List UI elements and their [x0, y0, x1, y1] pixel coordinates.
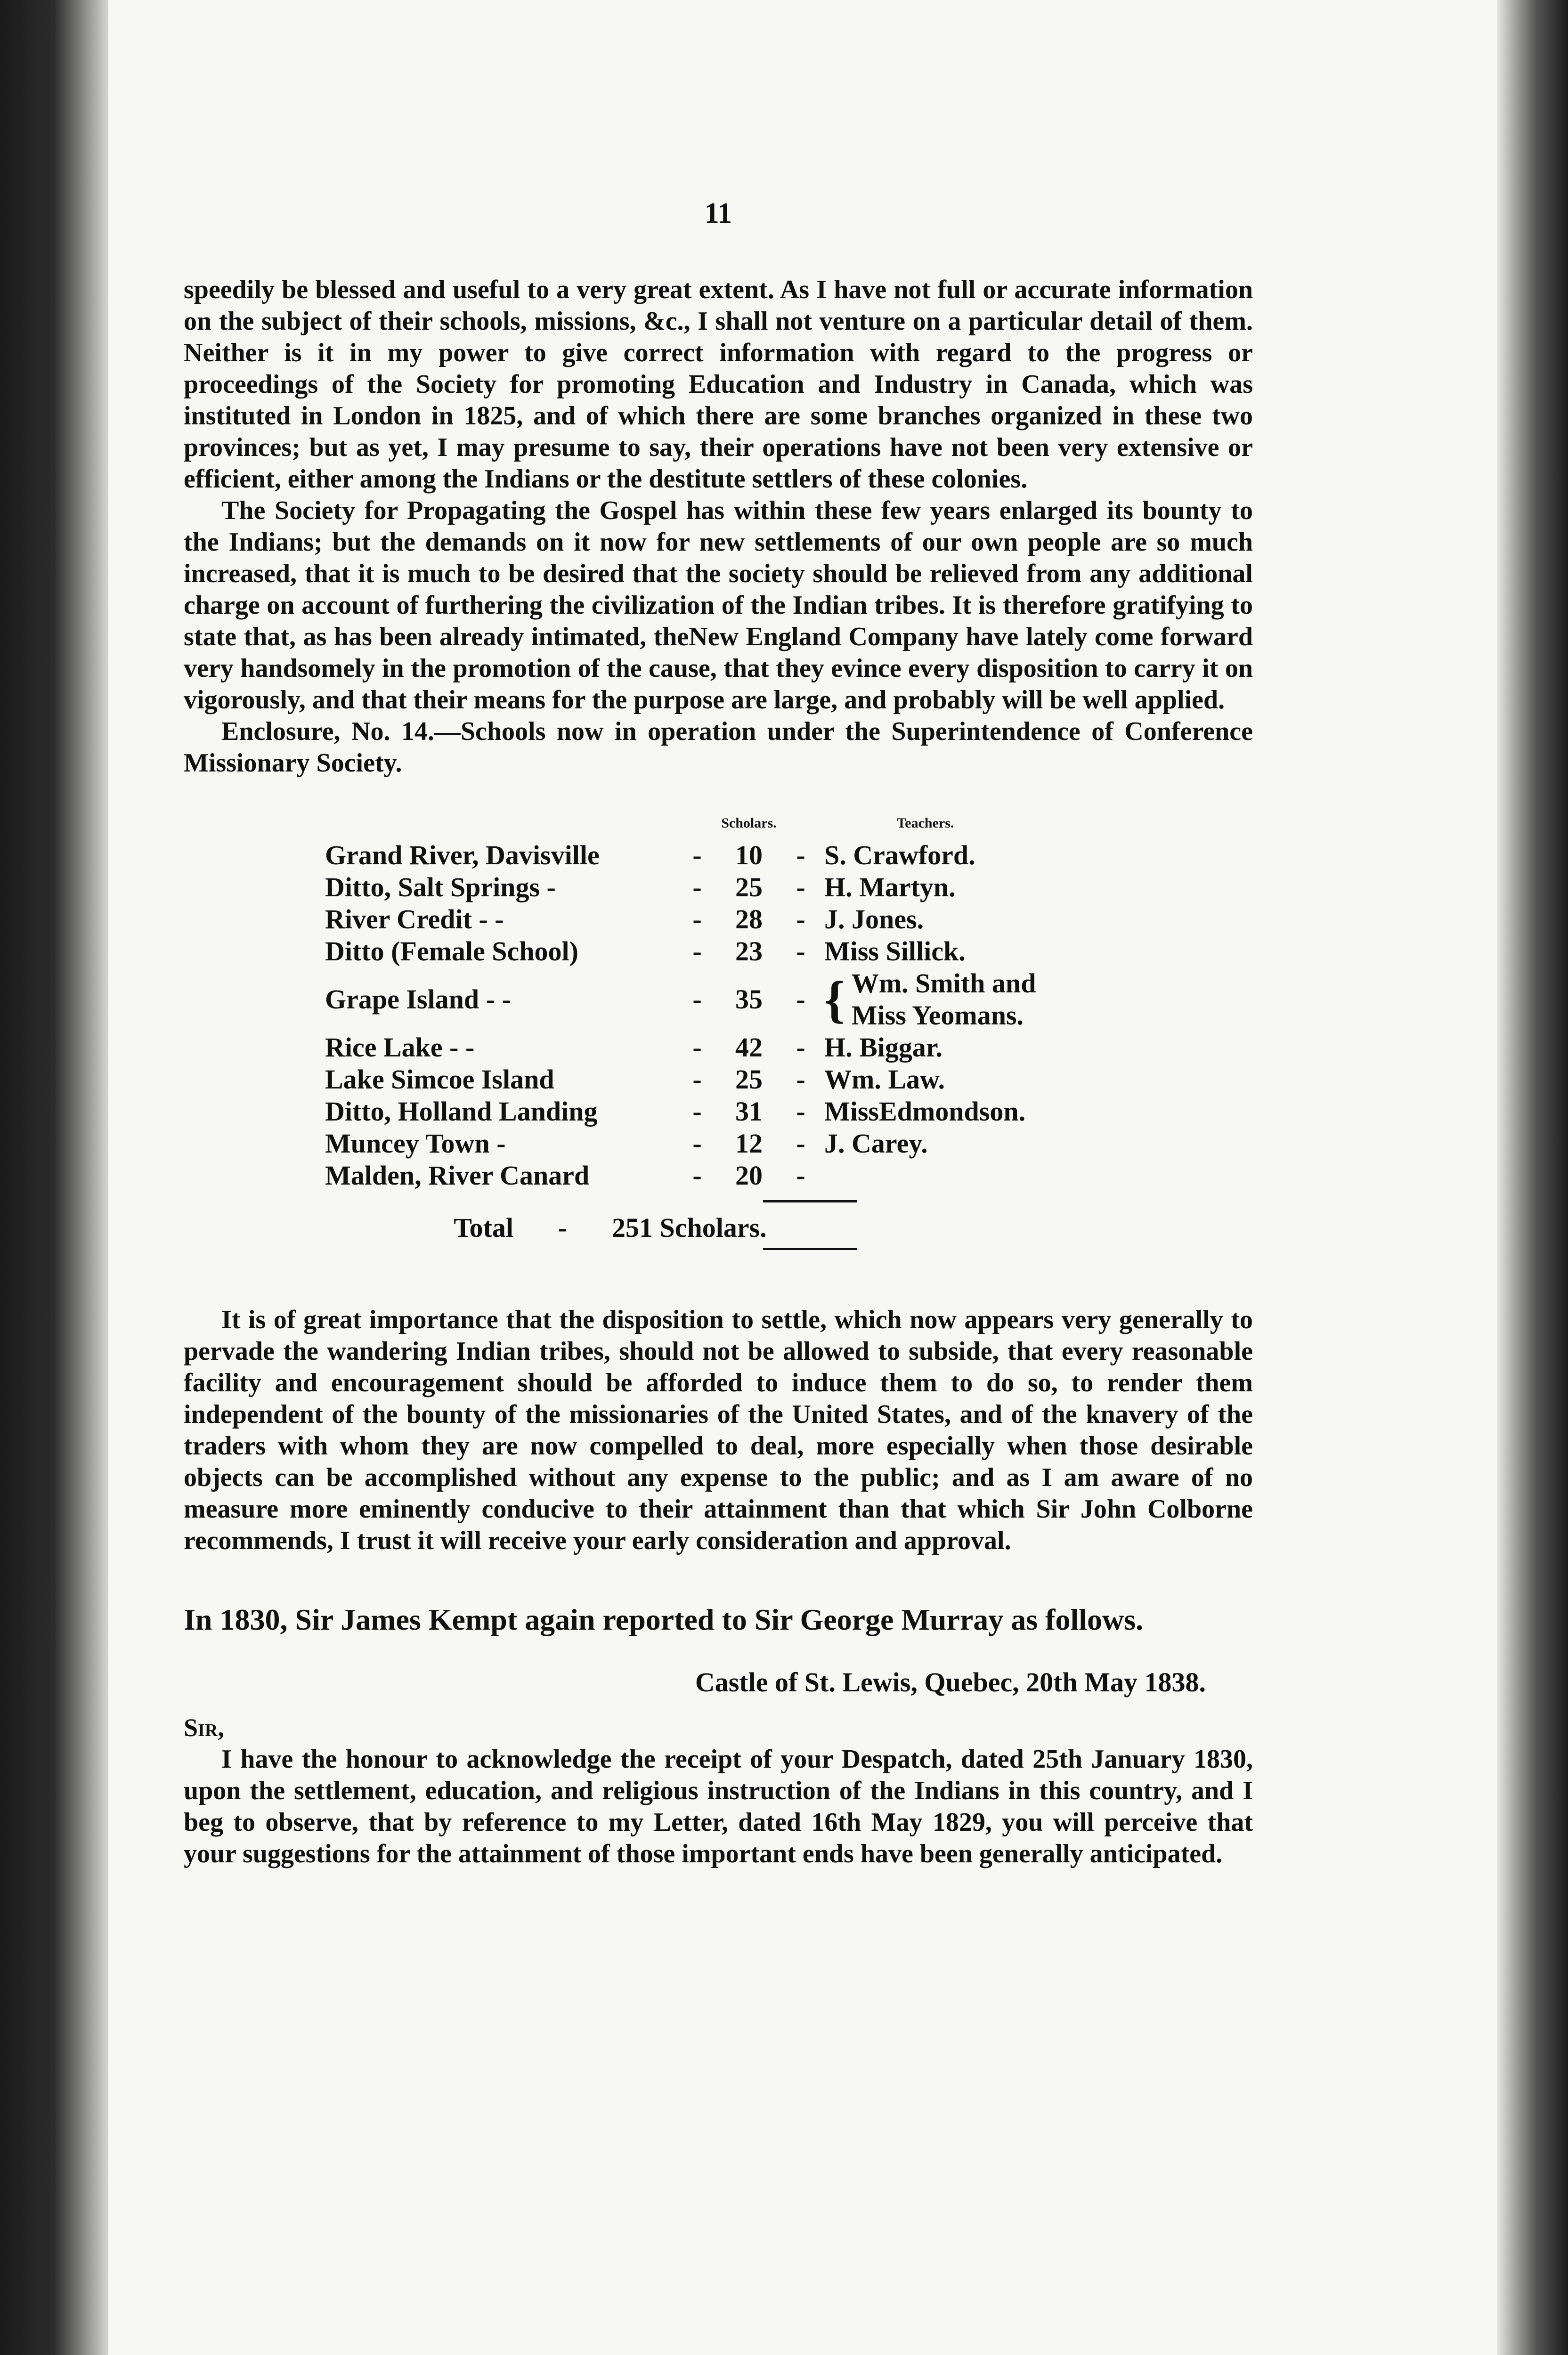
table-header-dash — [683, 788, 711, 839]
cell-dash: - — [692, 904, 702, 934]
paragraph-5: I have the honour to acknowledge the receipt of your Despatch, dated 25th January 1830, upon the settlement, education, and religious instruction of the Indians in this country, and I beg to observe, that by reference to my Letter, dated 16th May 1829, you will perceive that your suggestions for the attainment of those important ends have been generally anticipated. — [184, 1745, 1253, 1868]
table-row — [325, 1160, 1036, 1192]
cell-scholars: 35 — [735, 984, 763, 1015]
cell-sep: - — [796, 840, 805, 870]
cell-teacher-pair — [815, 967, 1036, 1031]
cell-teacher: Wm. Law. — [824, 1064, 945, 1095]
cell-scholars: 23 — [735, 936, 763, 966]
paragraph-3: Enclosure, No. 14.—Schools now in operation under the Superintendence of Conference Missionary Society. — [184, 717, 1253, 778]
cell-sep: - — [796, 872, 805, 902]
cell-dash: - — [692, 1160, 702, 1191]
cell-place: Muncey Town - — [325, 1128, 506, 1159]
cell-scholars: 42 — [735, 1032, 763, 1063]
cell-sep: - — [796, 1160, 805, 1191]
section-heading: In 1830, Sir James Kempt again reported to Sir George Murray as follows. — [184, 1603, 1144, 1636]
schools-table — [325, 788, 1036, 1192]
cell-scholars: 10 — [735, 840, 763, 870]
cell-sep: - — [796, 904, 805, 934]
table-header-row — [325, 788, 1036, 839]
cell-teacher: H. Biggar. — [824, 1032, 942, 1063]
cell-place: Ditto, Salt Springs - — [325, 872, 556, 902]
cell-dash: - — [692, 1032, 702, 1063]
cell-place: Ditto, Holland Landing — [325, 1096, 598, 1127]
scan-right-edge — [1497, 0, 1568, 2355]
cell-sep: - — [796, 1064, 805, 1095]
dateline: Castle of St. Lewis, Quebec, 20th May 1838. — [695, 1667, 1206, 1697]
cell-place: Ditto (Female School) — [325, 936, 578, 966]
table-row — [325, 1064, 1036, 1096]
cell-scholars: 25 — [735, 872, 763, 902]
paragraph-1: speedily be blessed and useful to a very great extent. As I have not full or accurate information on the subject of their schools, missions, &c., I shall not venture on a particular detail of them. Neither is it in my power to give correct information with regard to the progress or proceedings of the Society for promoting Education and Industry in Canada, which was instituted in London in 1825, and of which there are some branches organized in these two provinces; but as yet, I may presume to say, their operations have not been very extensive or efficient, either among the Indians or the destitute settlers of these colonies. — [184, 275, 1253, 494]
table-row — [325, 1128, 1036, 1160]
cell-scholars: 25 — [735, 1064, 763, 1095]
cell-place: River Credit - - — [325, 904, 504, 934]
cell-scholars: 20 — [735, 1160, 763, 1191]
cell-teacher: J. Carey. — [824, 1128, 928, 1159]
cell-dash: - — [692, 984, 702, 1015]
total-label: Total — [454, 1212, 513, 1243]
cell-teacher: Miss Sillick. — [824, 936, 966, 966]
teacher-pair — [852, 967, 1036, 1031]
table-row — [325, 871, 1036, 903]
paragraph-2: The Society for Propagating the Gospel has within these few years enlarged its bounty to the Indians; but the demands on it now for new settlements of our own people are so much increased, that it is much to be desired that the society should be relieved from any additional charge on account of furthering the civilization of the Indian tribes. It is therefore gratifying to state that, as has been already intimated, theNew England Company have lately come forward very handsomely in the promotion of the cause, that they evince every disposition to carry it on vigorously, and that their means for the purpose are large, and probably will be well applied. — [184, 496, 1253, 715]
cell-scholars: 31 — [735, 1096, 763, 1127]
cell-dash: - — [692, 936, 702, 966]
cell-dash: - — [692, 1128, 702, 1159]
cell-scholars: 28 — [735, 904, 763, 934]
cell-teacher: H. Martyn. — [824, 872, 956, 902]
table-row — [325, 903, 1036, 935]
cell-place: Lake Simcoe Island — [325, 1064, 554, 1095]
cell-place: Grape Island - - — [325, 984, 511, 1015]
cell-teacher: S. Crawford. — [824, 840, 975, 870]
cell-scholars: 12 — [735, 1128, 763, 1159]
cell-teacher: Wm. Smith and — [851, 968, 1036, 999]
paragraph-4: It is of great importance that the disposition to settle, which now appears very generally to pervade the wandering Indian tribes, should not be allowed to subside, that every reasonable facility and encouragement should be afforded to induce them to do so, to render them independent of the bounty of the missionaries of the United States, and of the knavery of the traders with whom they are now compelled to deal, more especially when those desirable objects can be accomplished without any expense to the public; and as I am aware of no measure more eminently conducive to their attainment than that which Sir John Colborne recommends, I trust it will receive your early consideration and approval. — [184, 1305, 1253, 1555]
cell-dash: - — [692, 872, 702, 902]
table-row — [325, 1096, 1036, 1128]
table-header-sep — [787, 788, 815, 839]
cell-place: Malden, River Canard — [325, 1160, 590, 1191]
table-row — [325, 967, 1036, 1031]
table-row — [325, 935, 1036, 967]
cell-teacher-second: Miss Yeomans. — [851, 1000, 1024, 1031]
cell-dash: - — [692, 1096, 702, 1127]
lower-text — [184, 1304, 1253, 1557]
brace-icon: { — [824, 971, 845, 1028]
cell-teacher: J. Jones. — [824, 904, 924, 934]
cell-teacher — [815, 1160, 1036, 1192]
total-rule-bottom — [763, 1248, 857, 1250]
cell-sep: - — [796, 1096, 805, 1127]
page-number: 11 — [704, 197, 732, 229]
table-header-scholars: Scholars. — [721, 815, 777, 831]
cell-place: Grand River, Davisville — [325, 840, 600, 870]
cell-sep: - — [796, 1032, 805, 1063]
total-row — [184, 1212, 1253, 1243]
cell-place: Rice Lake - - — [325, 1032, 475, 1063]
cell-teacher: MissEdmondson. — [824, 1096, 1026, 1127]
letter-text — [184, 1744, 1253, 1870]
cell-sep: - — [796, 1128, 805, 1159]
upper-text — [184, 274, 1253, 779]
cell-dash: - — [692, 840, 702, 870]
table-header-place — [325, 788, 683, 839]
cell-sep: - — [796, 936, 805, 966]
total-dash: - — [558, 1212, 568, 1243]
salutation: Sir, — [184, 1713, 224, 1742]
scan-left-edge — [0, 0, 108, 2355]
cell-sep: - — [796, 984, 805, 1015]
table-row — [325, 839, 1036, 871]
total-rule-top — [763, 1200, 857, 1202]
table-header-teachers: Teachers. — [897, 815, 954, 831]
total-value: 251 Scholars. — [612, 1212, 767, 1243]
table-row — [325, 1031, 1036, 1064]
page-body — [184, 198, 1253, 1870]
cell-dash: - — [692, 1064, 702, 1095]
